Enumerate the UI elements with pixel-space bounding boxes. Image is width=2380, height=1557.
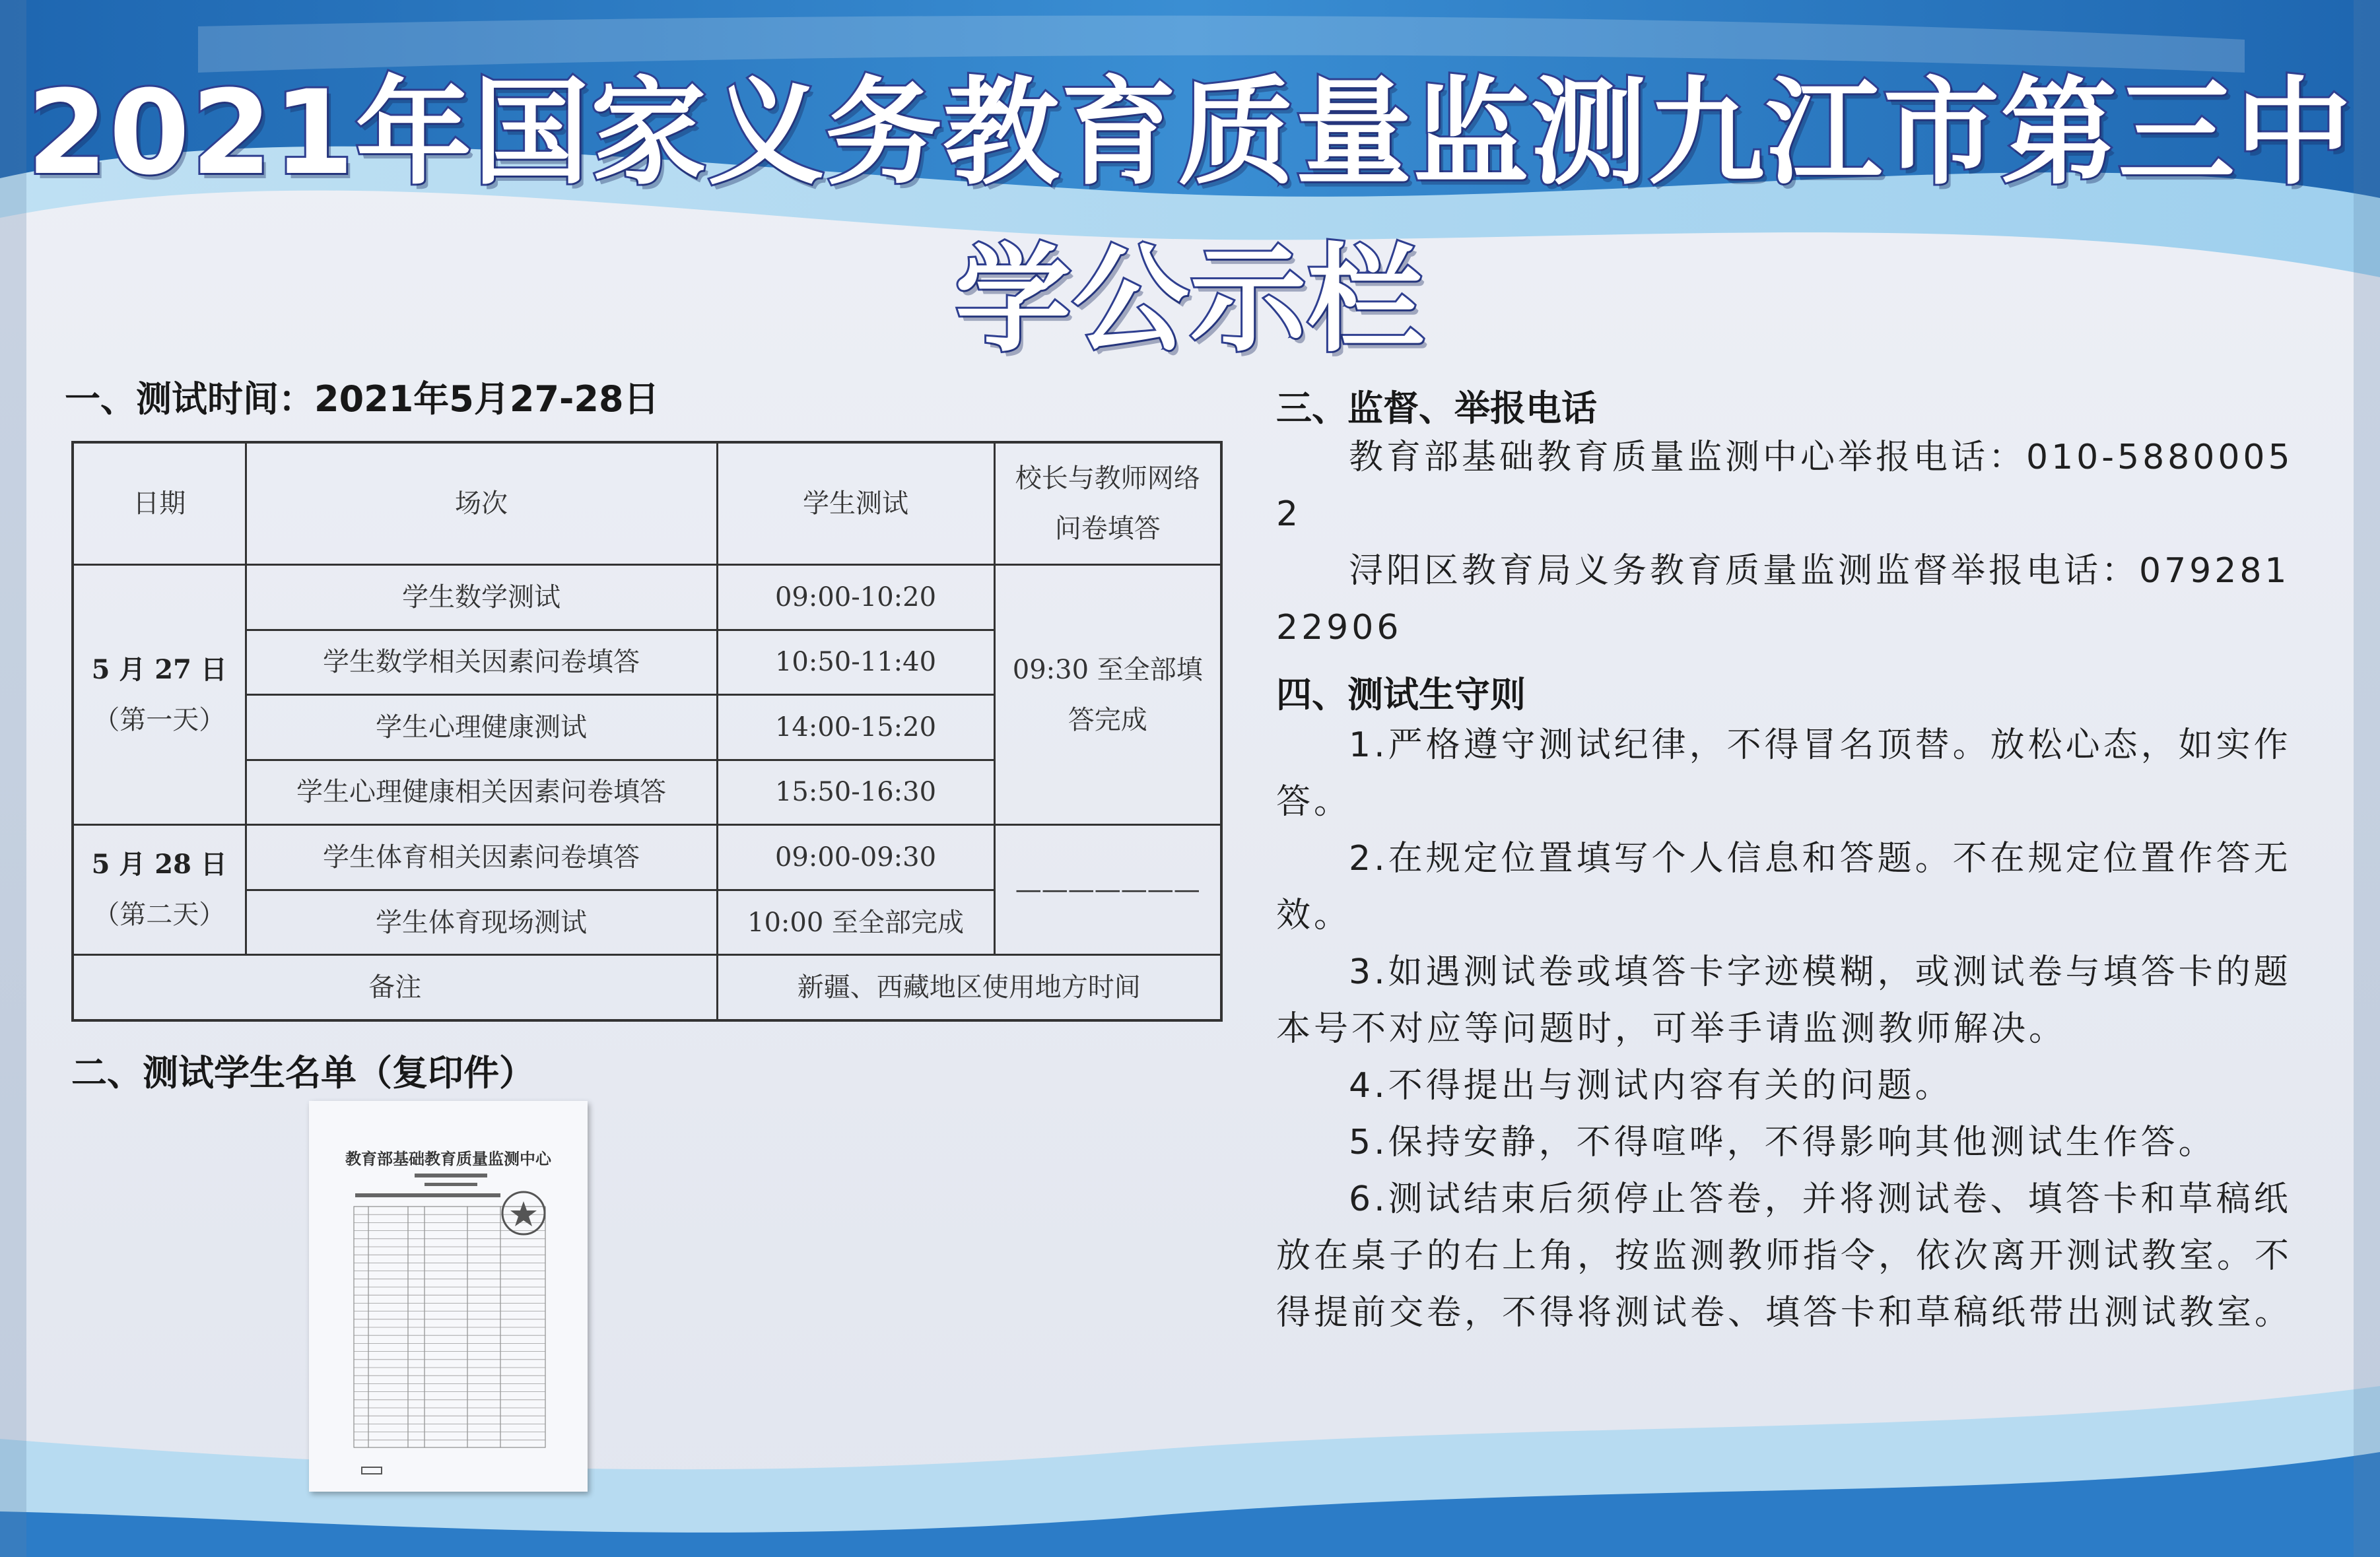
header-date: 日期 [73,442,246,565]
student-list-photocopy [309,1101,588,1492]
rule-1: 1.严格遵守测试纪律，不得冒名顶替。放松心态，如实作答。 [1276,725,2292,822]
note-label: 备注 [73,955,717,1020]
section3-heading: 三、监督、举报电话 [1276,387,1597,429]
session-name: 学生体育相关因素问卷填答 [246,825,717,890]
section4-heading: 四、测试生守则 [1276,674,1526,715]
day2-date: 5 月 28 日 [91,849,227,880]
rule-6: 6.测试结束后须停止答卷，并将测试卷、填答卡和草稿纸放在桌子的右上角，按监测教师指令，依次离开测试教室。不得提前交卷，不得将测试卷、填答卡和草稿纸带出测试教室。 [1276,1179,2293,1333]
day2-date-cell [73,825,246,955]
section1-heading: 一、测试时间：2021年5月27-28日 [65,378,660,420]
schedule-table [71,441,1223,1022]
board-title: 2021年国家义务教育质量监测九江市第三中学公示栏 [26,65,2354,368]
hotline-district: 浔阳区教育局义务教育质量监测监督举报电话：07928122906 [1276,551,2290,647]
session-time: 10:50-11:40 [717,630,994,695]
hotline-national: 教育部基础教育质量监测中心举报电话：010-58800052 [1276,438,2294,534]
session-name: 学生心理健康相关因素问卷填答 [246,760,717,825]
session-time: 15:50-16:30 [717,760,994,825]
rule-3: 3.如遇测试卷或填答卡字迹模糊，或测试卷与填答卡的题本号不对应等问题时，可举手请监测教师解决。 [1276,952,2292,1049]
session-time: 10:00 至全部完成 [717,890,994,955]
day1-label: （第一天） [93,704,226,735]
rule-4: 4.不得提出与测试内容有关的问题。 [1349,1066,1953,1106]
header-student-test: 学生测试 [717,442,994,565]
table-header-row [73,442,1221,565]
rule-2: 2.在规定位置填写个人信息和答题。不在规定位置作答无效。 [1276,839,2292,935]
day1-date: 5 月 27 日 [91,653,227,685]
session-name: 学生心理健康测试 [246,695,717,760]
roster-table-lines [309,1101,588,1492]
session-time: 09:00-10:20 [717,565,994,630]
day1-survey: 09:30 至全部填答完成 [994,565,1221,825]
header-session: 场次 [246,442,717,565]
session-name: 学生数学相关因素问卷填答 [246,630,717,695]
day2-survey: ——————— [994,825,1221,955]
session-name: 学生数学测试 [246,565,717,630]
day2-label: （第二天） [93,900,226,931]
rule-5: 5.保持安静，不得喧哗，不得影响其他测试生作答。 [1349,1123,2216,1162]
header-survey: 校长与教师网络问卷填答 [994,442,1221,565]
section2-heading: 二、测试学生名单（复印件） [71,1052,535,1094]
table-row [73,565,1221,630]
table-row [73,825,1221,890]
roster-title: 教育部基础教育质量监测中心 [345,1149,551,1168]
session-time: 09:00-09:30 [717,825,994,890]
note-value: 新疆、西藏地区使用地方时间 [717,955,1221,1020]
session-time: 14:00-15:20 [717,695,994,760]
day1-date-cell [73,565,246,825]
table-note-row [73,955,1221,1020]
session-name: 学生体育现场测试 [246,890,717,955]
